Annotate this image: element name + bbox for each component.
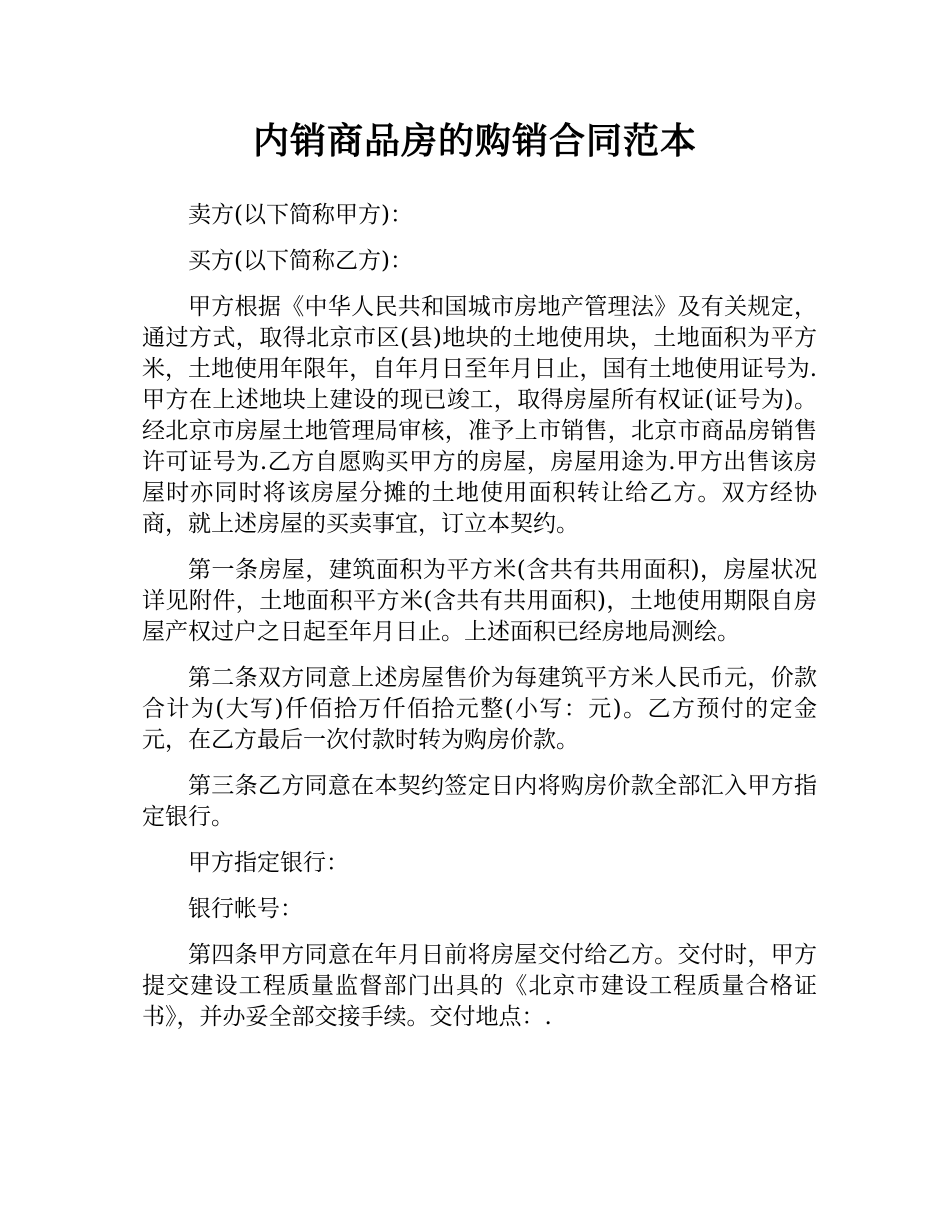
paragraph-seller: 卖方(以下简称甲方)：: [188, 202, 413, 228]
paragraph-article-3: 第三条乙方同意在本契约签定日内将购房价款全部汇入甲方指定银行。: [142, 773, 817, 830]
document-title: 内销商品房的购销合同范本: [252, 121, 697, 162]
paragraph-article-1: 第一条房屋，建筑面积为平方米(含共有共用面积)，房屋状况详见附件，土地面积平方米(含共有共用面积)，土地使用期限自房屋产权过户之日起至年月日止。上述面积已经房地局测绘。: [142, 557, 817, 645]
document-body: [142, 200, 817, 1048]
paragraph-article-4: 第四条甲方同意在年月日前将房屋交付给乙方。交付时，甲方提交建设工程质量监督部门出具的《北京市建设工程质量合格证书》，并办妥全部交接手续。交付地点：.: [142, 942, 817, 1030]
paragraph-preamble: 甲方根据《中华人民共和国城市房地产管理法》及有关规定，通过方式，取得北京市区(县)地块的土地使用块，土地面积为平方米，土地使用年限年，自年月日至年月日止，国有土地使用证号为.甲方在上述地块上建设的现已竣工，取得房屋所有权证(证号为)。经北京市房屋土地管理局审核，准予上市销售，北京市商品房销售许可证号为.乙方自愿购买甲方的房屋，房屋用途为.甲方出售该房屋时亦同时将该房屋分摊的土地使用面积转让给乙方。双方经协商，就上述房屋的买卖事宜，订立本契约。: [142, 294, 817, 537]
paragraph-bank-account: 银行帐号：: [188, 896, 303, 922]
paragraph-bank: 甲方指定银行：: [188, 850, 349, 876]
paragraph-article-2: 第二条双方同意上述房屋售价为每建筑平方米人民币元，价款合计为(大写)仟佰拾万仟佰拾元整(小写：元)。乙方预付的定金元，在乙方最后一次付款时转为购房价款。: [142, 665, 817, 753]
paragraph-buyer: 买方(以下简称乙方)：: [188, 248, 413, 274]
